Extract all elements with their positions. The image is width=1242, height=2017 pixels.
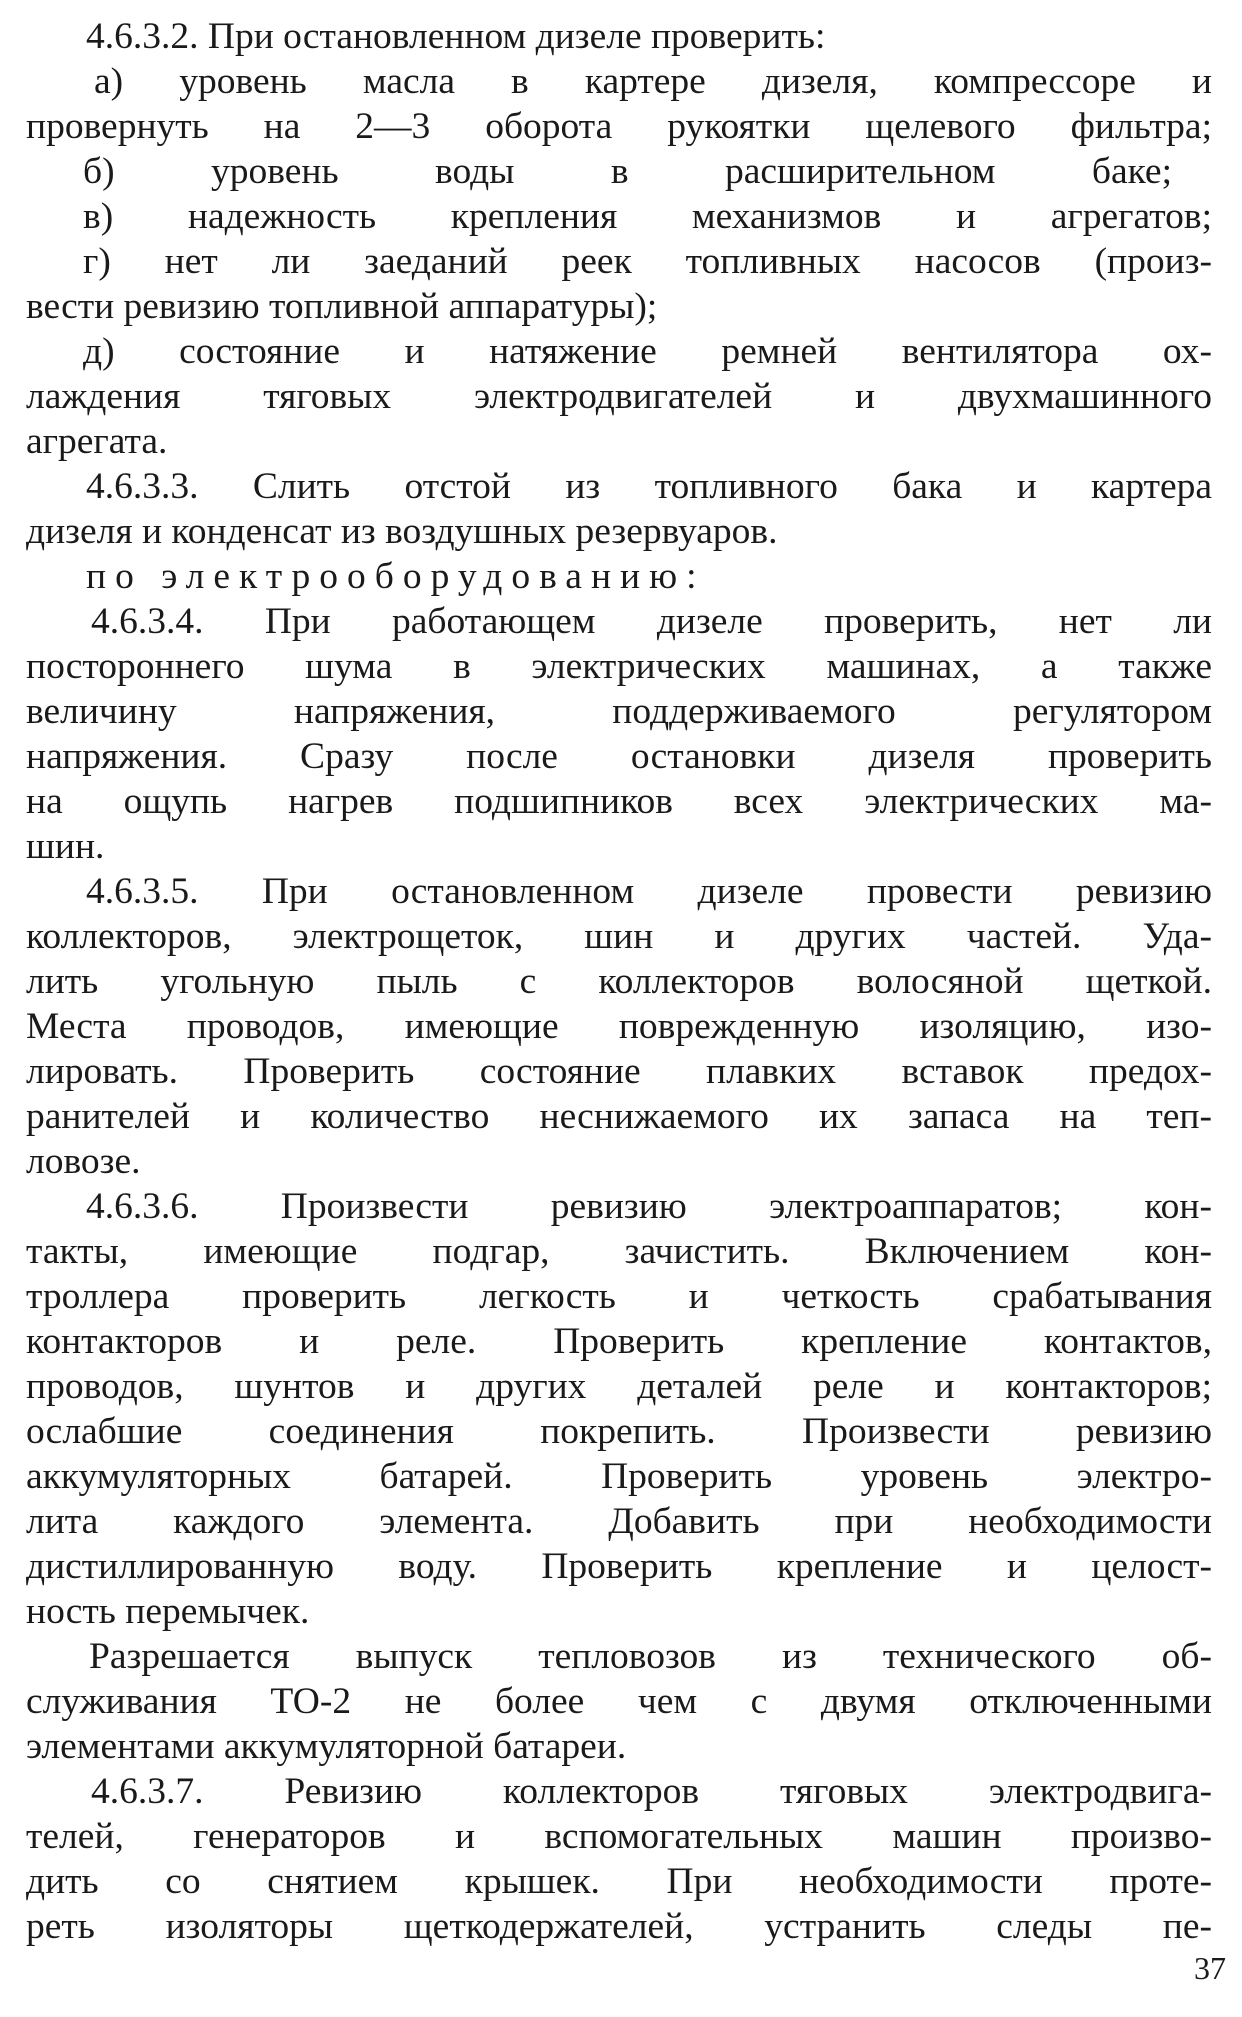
- text-line: вести ревизию топливной аппаратуры);: [26, 286, 658, 327]
- document-page: [26, 14, 1212, 2004]
- text-line: а) уровень масла в картере дизеля, компрессоре и: [94, 61, 1212, 102]
- text-line: дить со снятием крышек. При необходимости проте-: [26, 1861, 1212, 1902]
- section-heading: по электрооборудованию:: [86, 556, 706, 597]
- text-line: 4.6.3.7. Ревизию коллекторов тяговых электродвига-: [91, 1771, 1212, 1812]
- text-line: 4.6.3.2. При остановленном дизеле проверить:: [86, 16, 826, 57]
- text-line: ловозе.: [26, 1141, 141, 1182]
- text-line: лита каждого элемента. Добавить при необходимости: [26, 1501, 1212, 1542]
- text-line: б) уровень воды в расширительном баке;: [83, 151, 1172, 192]
- text-line: лировать. Проверить состояние плавких вставок предох-: [26, 1051, 1212, 1092]
- text-line: элементами аккумуляторной батареи.: [26, 1726, 627, 1767]
- text-line: ранителей и количество неснижаемого их запаса на теп-: [26, 1096, 1212, 1137]
- text-line: ослабшие соединения покрепить. Произвести ревизию: [26, 1411, 1212, 1452]
- text-line: д) состояние и натяжение ремней вентилятора ох-: [83, 331, 1212, 372]
- text-line: Места проводов, имеющие поврежденную изоляцию, изо-: [26, 1006, 1212, 1047]
- text-line: лить угольную пыль с коллекторов волосяной щеткой.: [26, 961, 1212, 1002]
- text-line: служивания ТО-2 не более чем с двумя отключенными: [26, 1681, 1212, 1722]
- text-line: величину напряжения, поддерживаемого регулятором: [26, 691, 1212, 732]
- text-line: 4.6.3.4. При работающем дизеле проверить, нет ли: [91, 601, 1212, 642]
- text-line: шин.: [26, 826, 105, 867]
- text-line: проводов, шунтов и других деталей реле и контакторов;: [26, 1366, 1212, 1407]
- text-line: агрегата.: [26, 421, 168, 462]
- text-line: г) нет ли заеданий реек топливных насосов (произ-: [83, 241, 1212, 282]
- text-line: дизеля и конденсат из воздушных резервуаров.: [26, 511, 778, 552]
- text-line: 4.6.3.6. Произвести ревизию электроаппаратов; кон-: [86, 1186, 1212, 1227]
- text-line: аккумуляторных батарей. Проверить уровень электро-: [26, 1456, 1212, 1497]
- text-line: такты, имеющие подгар, зачистить. Включением кон-: [26, 1231, 1212, 1272]
- text-line: на ощупь нагрев подшипников всех электрических ма-: [26, 781, 1212, 822]
- text-line: ность перемычек.: [26, 1591, 310, 1632]
- text-line: 4.6.3.3. Слить отстой из топливного бака и картера: [86, 466, 1212, 507]
- text-line: реть изоляторы щеткодержателей, устранить следы пе-: [26, 1906, 1212, 1947]
- text-line: в) надежность крепления механизмов и агрегатов;: [83, 196, 1212, 237]
- text-line: 4.6.3.5. При остановленном дизеле провести ревизию: [86, 871, 1212, 912]
- text-line: Разрешается выпуск тепловозов из технического об-: [89, 1636, 1212, 1677]
- text-line: провернуть на 2—3 оборота рукоятки щелевого фильтра;: [26, 106, 1212, 147]
- text-line: постороннего шума в электрических машинах, а также: [26, 646, 1212, 687]
- text-line: лаждения тяговых электродвигателей и двухмашинного: [26, 376, 1212, 417]
- text-line: троллера проверить легкость и четкость срабатывания: [26, 1276, 1212, 1317]
- text-line: дистиллированную воду. Проверить крепление и целост-: [26, 1546, 1212, 1587]
- text-line: контакторов и реле. Проверить крепление контактов,: [26, 1321, 1212, 1362]
- page-number: 37: [1194, 1950, 1226, 1986]
- text-line: телей, генераторов и вспомогательных машин произво-: [26, 1816, 1212, 1857]
- text-line: напряжения. Сразу после остановки дизеля проверить: [26, 736, 1212, 777]
- text-line: коллекторов, электрощеток, шин и других частей. Уда-: [26, 916, 1212, 957]
